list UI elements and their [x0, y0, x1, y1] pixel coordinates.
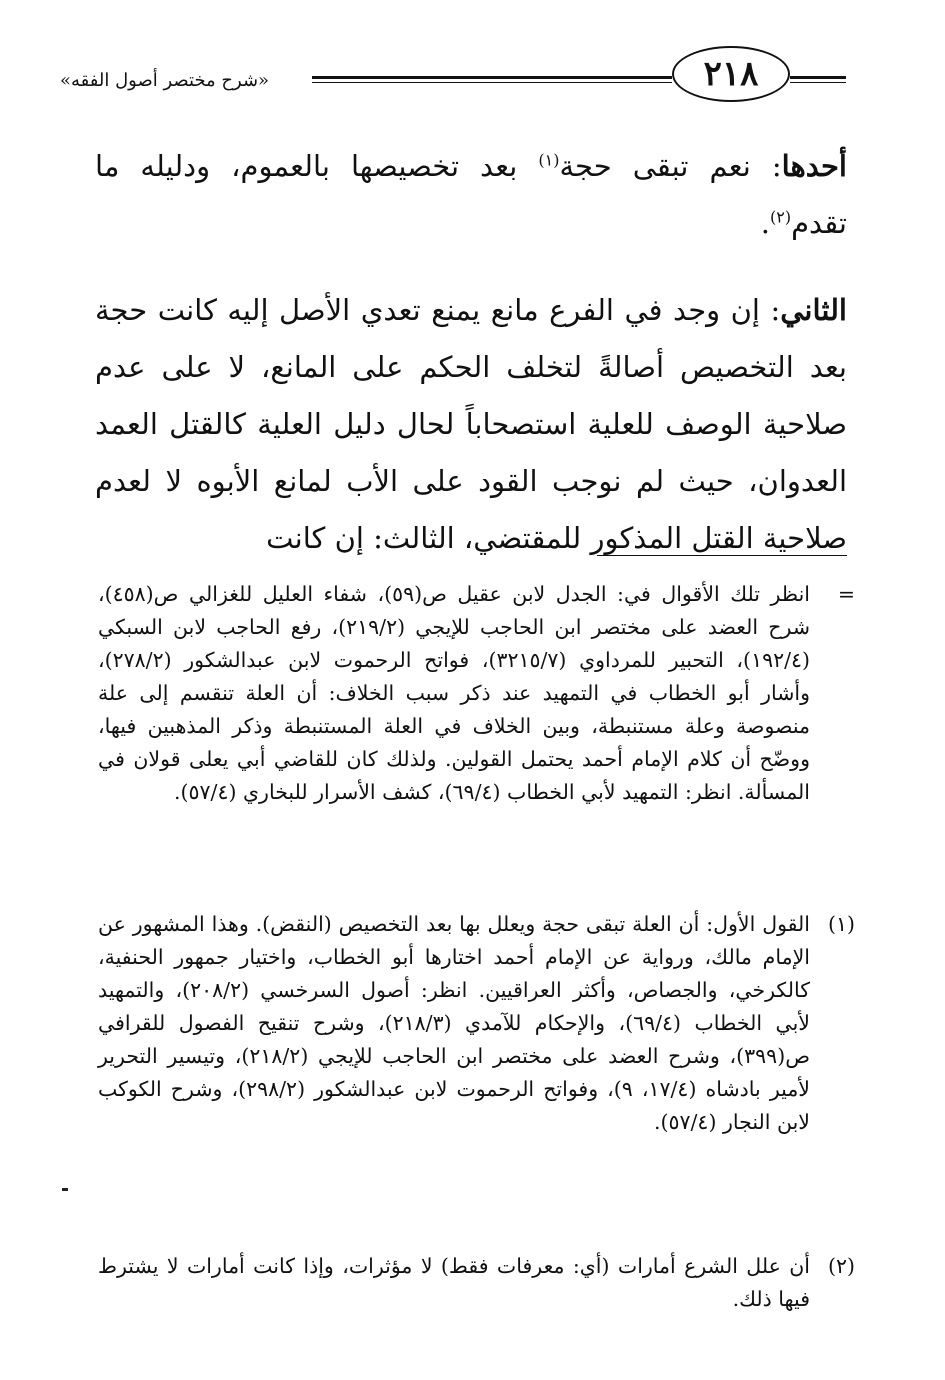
- footnote-2: أن علل الشرع أمارات (أي: معرفات فقط) لا مؤثرات، وإذا كانت أمارات لا يشترط فيها ذلك.: [98, 1254, 810, 1311]
- paragraph-lead: أحدها: [781, 149, 847, 183]
- running-title: «شرح مختصر أصول الفقه»: [60, 70, 270, 91]
- paragraph-lead: الثاني: [780, 293, 847, 327]
- footnote-continuation-mark: =: [837, 582, 855, 606]
- page-number: ٢١٨: [672, 46, 790, 102]
- footnote-1: القول الأول: أن العلة تبقى حجة ويعلل بها بعد التخصيص (النقض). وهذا المشهور عن الإمام مالك، ورواية عن الإمام أحمد اختارها أبو الخطاب، واختيار جمهور الحنفية، كالكرخي، والجصاص، وأكثر العراقيين. انظر: أصول السرخسي (٢٠٨/٢)، والتمهيد لأبي الخطاب (٦٩/٤)، والإحكام للآمدي (٢١٨/٣)، وشرح تنقيح الفصول للقرافي ص(٣٩٩)، وشرح العضد على مختصر ابن الحاجب للإيجي (٢١٨/٢)، وتيسير التحرير لأمير بادشاه (١٧/٤، ٩)، وفواتح الرحموت لابن عبدالشكور (٢٩٨/٢)، وشرح الكوكب لابن النجار (٥٧/٤).: [98, 912, 811, 1134]
- header-rule-left-thin: [312, 82, 672, 83]
- margin-speck: [62, 1188, 68, 1191]
- footnote-continuation: انظر تلك الأقوال في: الجدل لابن عقيل ص(٥٩)، شفاء العليل للغزالي ص(٤٥٨)، شرح العضد على مختصر ابن الحاجب للإيجي (٢١٩/٢)، رفع الحاجب لابن السبكي (١٩٢/٤)، التحبير للمرداوي (٣٢١٥/٧)، فواتح الرحموت لابن عبدالشكور (٢٧٨/٢)، وأشار أبو الخطاب في التمهيد عند ذكر سبب الخلاف: أن العلة تنقسم إلى علة منصوصة وعلة مستنبطة، وبين الخلاف في العلة المستنبطة وذكر المذهبين فيها، ووضّح أن كلام الإمام أحمد يحتمل القولين. ولذلك كان للقاضي أبي يعلى قولان في المسألة. انظر: التمهيد لأبي الخطاب (٦٩/٤)، كشف الأسرار للبخاري (٥٧/٤).: [98, 582, 811, 804]
- footnote-2-mark: (٢): [827, 1254, 855, 1278]
- header-rule-right-thin: [790, 82, 846, 83]
- footnote-ref: (١): [538, 150, 560, 170]
- header-rule-right: [790, 76, 846, 79]
- paragraph-second: الثاني: إن وجد في الفرع مانع يمنع تعدي الأصل إليه كانت حجة بعد التخصيص أصالةً لتخلف الحكم على المانع، لا على عدم صلاحية الوصف للعلية استصحاباً لحال دليل العلية كالقتل العمد العدوان، حيث لم نوجب القود على الأب لمانع الأبوه لا لعدم صلاحية القتل المذكور للمقتضي، الثالث: إن كانت: [95, 293, 847, 555]
- footnote-1-mark: (١): [827, 912, 855, 936]
- footnote-divider: [597, 555, 847, 556]
- header-rule-left: [312, 76, 672, 79]
- footnote-ref: (٢): [769, 207, 792, 227]
- paragraph-first: أحدها: نعم تبقى حجة$^{(١)}$ بعد تخصيصها بالعموم، ودليله ما تقدم$^{(٢)}$.: [95, 149, 847, 240]
